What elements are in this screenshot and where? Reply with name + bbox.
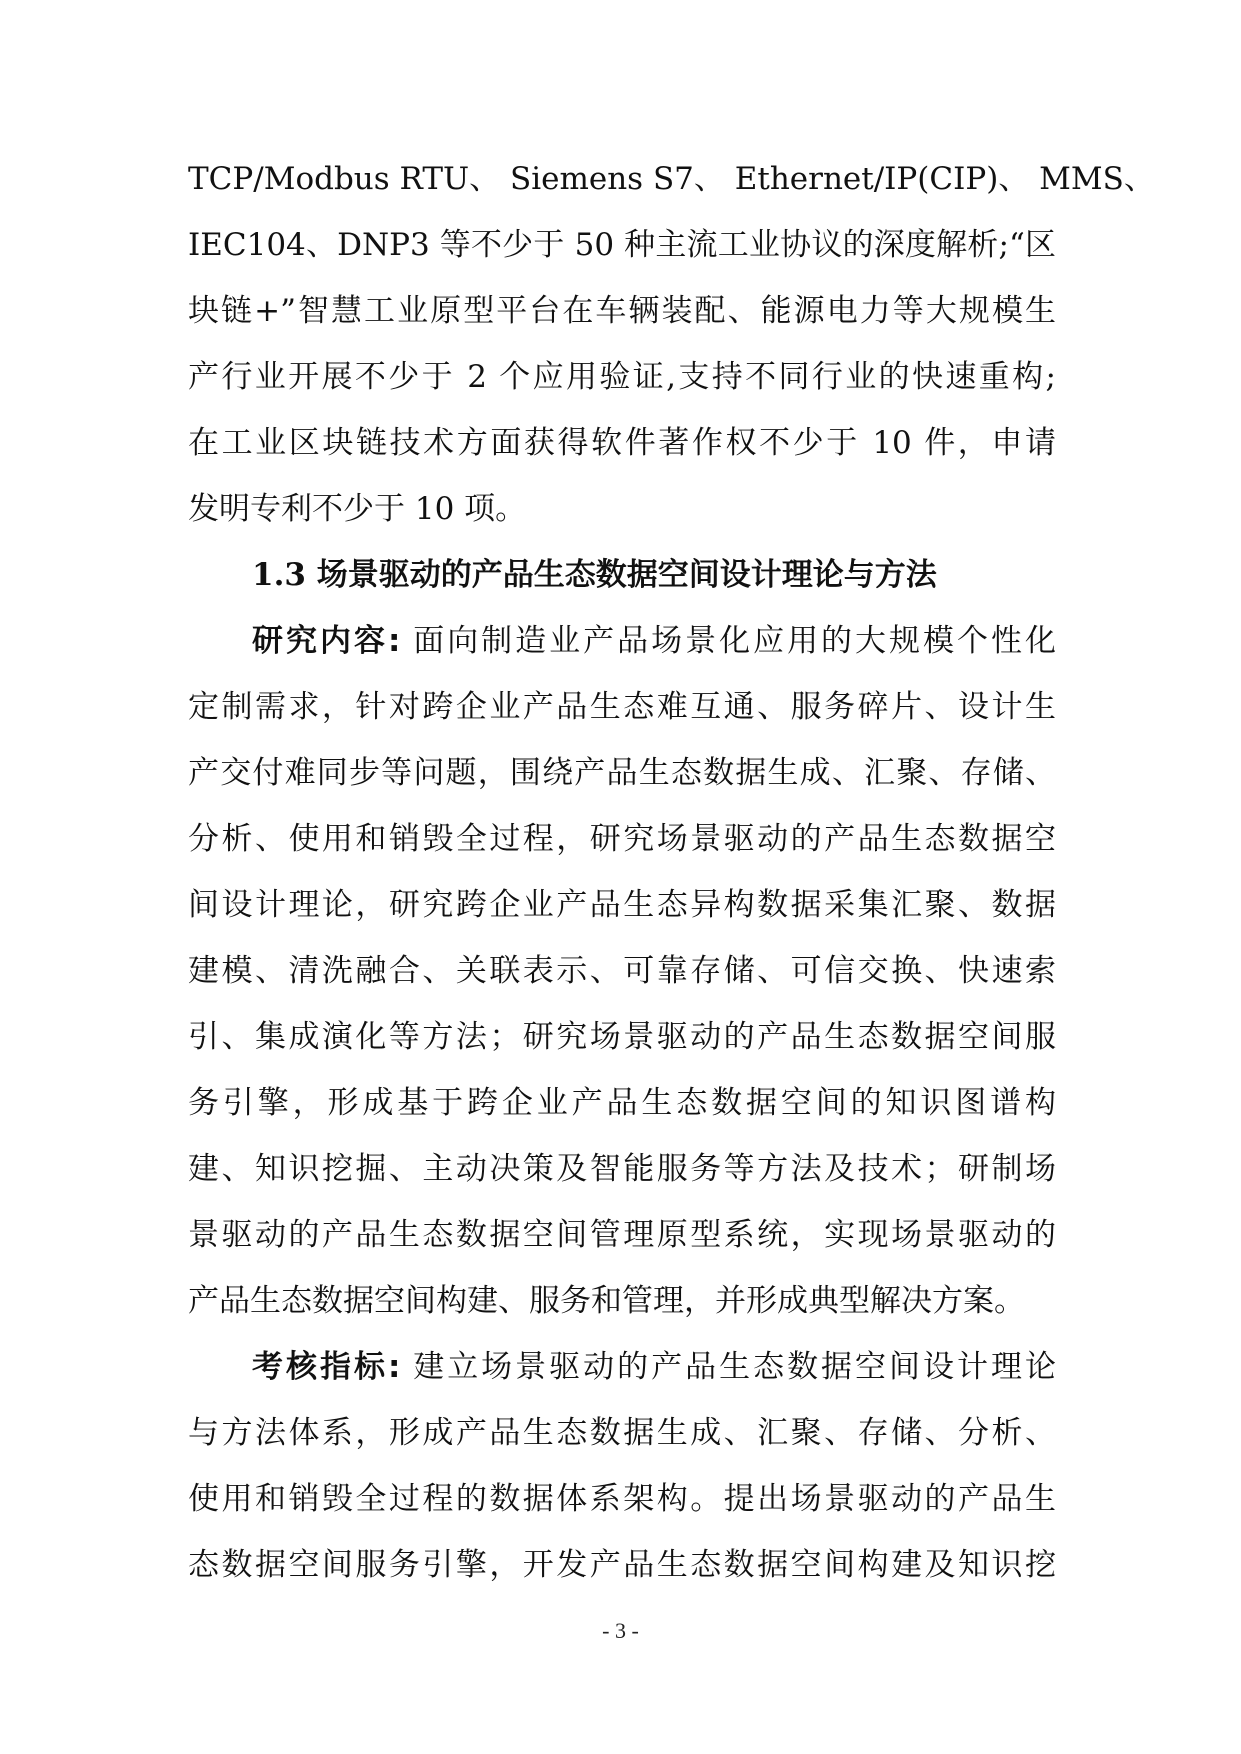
assessment-first-line: 建立场景驱动的产品生态数据空间设计理论 (400, 1349, 1056, 1385)
text-line: 景驱动的产品生态数据空间管理原型系统，实现场景驱动的 (188, 1217, 1056, 1253)
research-label: 研究内容: (252, 623, 401, 659)
text-line: 间设计理论，研究跨企业产品生态异构数据采集汇聚、数据 (188, 887, 1056, 923)
text-line: 引、集成演化等方法；研究场景驱动的产品生态数据空间服 (188, 1019, 1056, 1055)
section-heading: 1.3 场景驱动的产品生态数据空间设计理论与方法 (252, 557, 937, 593)
paragraph-protocols (188, 146, 1155, 542)
research-first-line: 面向制造业产品场景化应用的大规模个性化 (400, 623, 1056, 659)
text-line: 建、知识挖掘、主动决策及智能服务等方法及技术；研制场 (188, 1151, 1056, 1187)
assessment-label: 考核指标: (252, 1349, 401, 1385)
text-line: 发明专利不少于 10 项。 (188, 491, 527, 527)
text-line: 与方法体系，形成产品生态数据生成、汇聚、存储、分析、 (188, 1415, 1056, 1451)
text-line (188, 1334, 1056, 1400)
text-line: TCP/Modbus RTU、 Siemens S7、 Ethernet/IP(CIP)、 MMS、 (188, 161, 1155, 197)
document-body (188, 146, 1155, 1598)
paragraph-assessment (188, 1334, 1056, 1598)
text-line: 产交付难同步等问题，围绕产品生态数据生成、汇聚、存储、 (188, 755, 1056, 791)
text-line: 务引擎，形成基于跨企业产品生态数据空间的知识图谱构 (188, 1085, 1056, 1121)
page-number: - 3 - (602, 1618, 639, 1643)
paragraph-research-content (188, 608, 1056, 1334)
text-line: 产品生态数据空间构建、服务和管理，并形成典型解决方案。 (188, 1283, 1025, 1319)
text-line: 建模、清洗融合、关联表示、可靠存储、可信交换、快速索 (188, 953, 1056, 989)
text-line: 分析、使用和销毁全过程，研究场景驱动的产品生态数据空 (188, 821, 1056, 857)
text-line: 态数据空间服务引擎，开发产品生态数据空间构建及知识挖 (188, 1547, 1056, 1583)
text-line: 使用和销毁全过程的数据体系架构。提出场景驱动的产品生 (188, 1481, 1056, 1517)
text-line: 产行业开展不少于 2 个应用验证,支持不同行业的快速重构; (188, 359, 1056, 395)
text-line: 在工业区块链技术方面获得软件著作权不少于 10 件，申请 (188, 425, 1056, 461)
text-line: IEC104、DNP3 等不少于 50 种主流工业协议的深度解析;“区 (188, 227, 1056, 263)
text-line (188, 608, 1056, 674)
text-line: 块链+”智慧工业原型平台在车辆装配、能源电力等大规模生 (188, 293, 1056, 329)
text-line: 定制需求，针对跨企业产品生态难互通、服务碎片、设计生 (188, 689, 1056, 725)
